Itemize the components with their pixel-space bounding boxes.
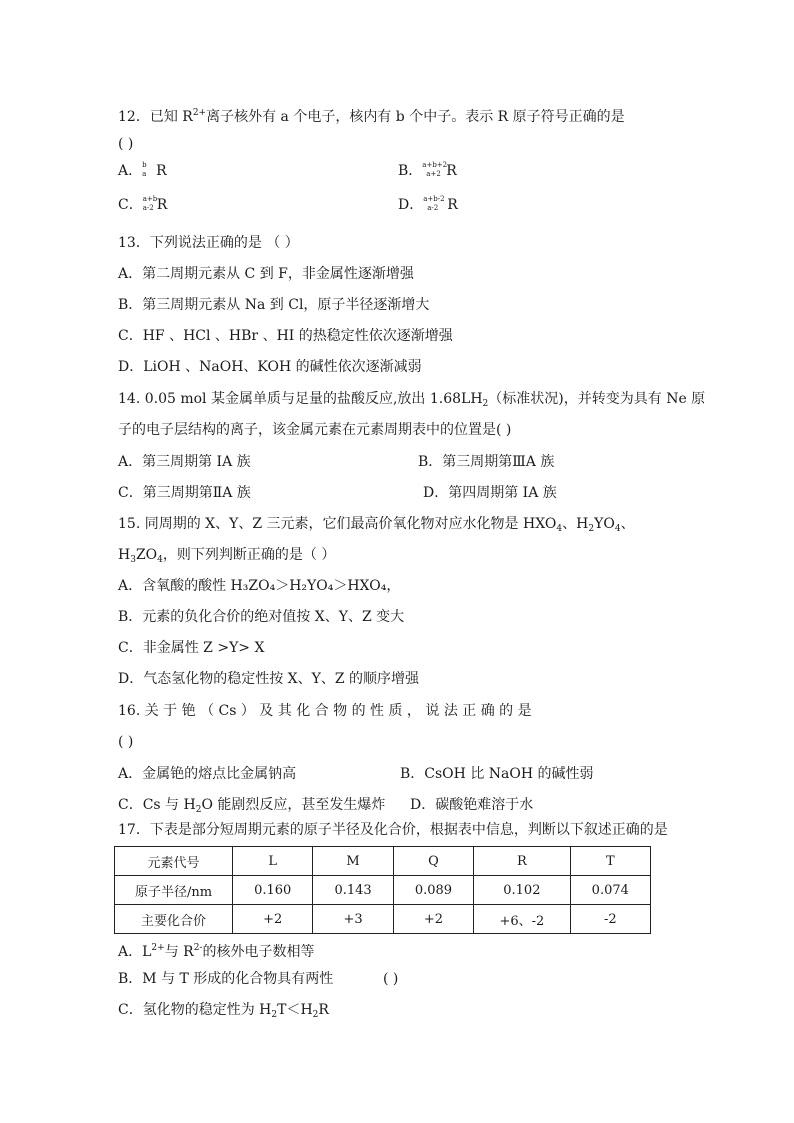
q14-stem-line1: 14. 0.05 mol 某金属单质与足量的盐酸反应,放出 $1.68LH_2$（标准状况)，并转变为具有 Ne 原 xyxy=(118,391,706,409)
q12-option-a: A． b a R xyxy=(118,161,167,179)
q12-option-b: B． a+b+2 a+2 R xyxy=(398,161,457,179)
table-header-cell: L xyxy=(233,847,313,876)
q13-option-c: C．HF 、HCl 、HBr 、HI 的热稳定性依次逐渐增强 xyxy=(118,328,453,344)
q15-stem-line2: $H_3ZO_4$，则下列判断正确的是（ ） xyxy=(118,547,336,565)
q12-stem: 12．已知 $R^{2+}$离子核外有 a 个电子，核内有 b 个中子。表示 R 原子符号正确的是 xyxy=(118,108,625,125)
q15-option-c: C．非金属性 Z >Y> X xyxy=(118,640,265,656)
q12-paren: ( ) xyxy=(118,136,134,152)
table-cell: 0.074 xyxy=(570,876,650,905)
table-header-cell: M xyxy=(313,847,393,876)
table-header-cell: 元素代号 xyxy=(115,847,233,876)
q14-stem-line2: 子的电子层结构的离子，该金属元素在元素周期表中的位置是( ) xyxy=(118,422,512,438)
q16-option-b: B．CsOH 比 NaOH 的碱性弱 xyxy=(400,766,594,782)
q17-stem: 17．下表是部分短周期元素的原子半径及化合价，根据表中信息，判断以下叙述正确的是 xyxy=(118,822,668,838)
table-header-cell: Q xyxy=(393,847,473,876)
q16-option-d: D．碳酸铯难溶于水 xyxy=(410,797,534,813)
q16-option-a: A．金属铯的熔点比金属钠高 xyxy=(118,766,297,782)
table-row xyxy=(115,876,651,905)
q15-option-a: A．含氧酸的酸性 H₃ZO₄＞H₂YO₄＞HXO₄， xyxy=(118,578,401,594)
table-cell: 0.089 xyxy=(393,876,473,905)
table-header-row xyxy=(115,847,651,876)
q14-option-c: C．第三周期第ⅡA 族 xyxy=(118,485,251,501)
q16-paren: ( ) xyxy=(118,734,134,750)
table-cell: -2 xyxy=(570,905,650,934)
q14-option-b: B．第三周期第ⅢA 族 xyxy=(418,454,555,470)
q14-option-d: D．第四周期第 IA 族 xyxy=(423,485,557,501)
q15-stem-line1: 15. 同周期的 X、Y、Z 三元素，它们最高价氧化物对应水化物是 $HXO_4$、$H_2YO_4$、 xyxy=(118,516,635,534)
q17-option-b: B．M 与 T 形成的化合物具有两性 xyxy=(118,971,334,987)
q13-option-d: D．LiOH 、NaOH、KOH 的碱性依次逐渐减弱 xyxy=(118,359,422,375)
table-header-cell: R xyxy=(474,847,570,876)
q13-stem: 13．下列说法正确的是 （ ） xyxy=(118,235,299,251)
table-header-cell: T xyxy=(570,847,650,876)
q15-option-b: B．元素的负化合价的绝对值按 X、Y、Z 变大 xyxy=(118,609,405,625)
table-cell: 0.102 xyxy=(474,876,570,905)
table-cell: 原子半径/nm xyxy=(115,876,233,905)
q13-option-b: B．第三周期元素从 Na 到 Cl，原子半径逐渐增大 xyxy=(118,297,430,313)
q14-option-a: A．第三周期第 IA 族 xyxy=(118,454,251,470)
q12-option-c: C． a+b a-2 R xyxy=(118,195,168,213)
table-cell: 主要化合价 xyxy=(115,905,233,934)
table-cell: +6、-2 xyxy=(474,905,570,934)
table-cell: +3 xyxy=(313,905,393,934)
q12-option-d: D． a+b-2 a-2 R xyxy=(398,195,458,213)
q16-stem: 16. 关 于 铯 （ Cs ） 及 其 化 合 物 的 性 质 ， 说 法 正 确 的 是 xyxy=(118,703,532,719)
q17-option-c: C．氢化物的稳定性为 $H_2T<H_2R$ xyxy=(118,1002,329,1020)
element-table xyxy=(114,846,651,934)
table-cell: +2 xyxy=(393,905,473,934)
q13-option-a: A．第二周期元素从 C 到 F，非金属性逐渐增强 xyxy=(118,266,414,282)
q17-paren: ( ) xyxy=(383,971,399,987)
q17-option-a: A．$L^{2+}$与 $R^{2-}$的核外电子数相等 xyxy=(118,943,315,960)
table-cell: +2 xyxy=(233,905,313,934)
table-row xyxy=(115,905,651,934)
table-cell: 0.160 xyxy=(233,876,313,905)
q16-option-c: C．Cs 与 $H_2O$ 能剧烈反应，甚至发生爆炸 xyxy=(118,797,386,815)
table-cell: 0.143 xyxy=(313,876,393,905)
q15-option-d: D．气态氢化物的稳定性按 X、Y、Z 的顺序增强 xyxy=(118,671,420,687)
